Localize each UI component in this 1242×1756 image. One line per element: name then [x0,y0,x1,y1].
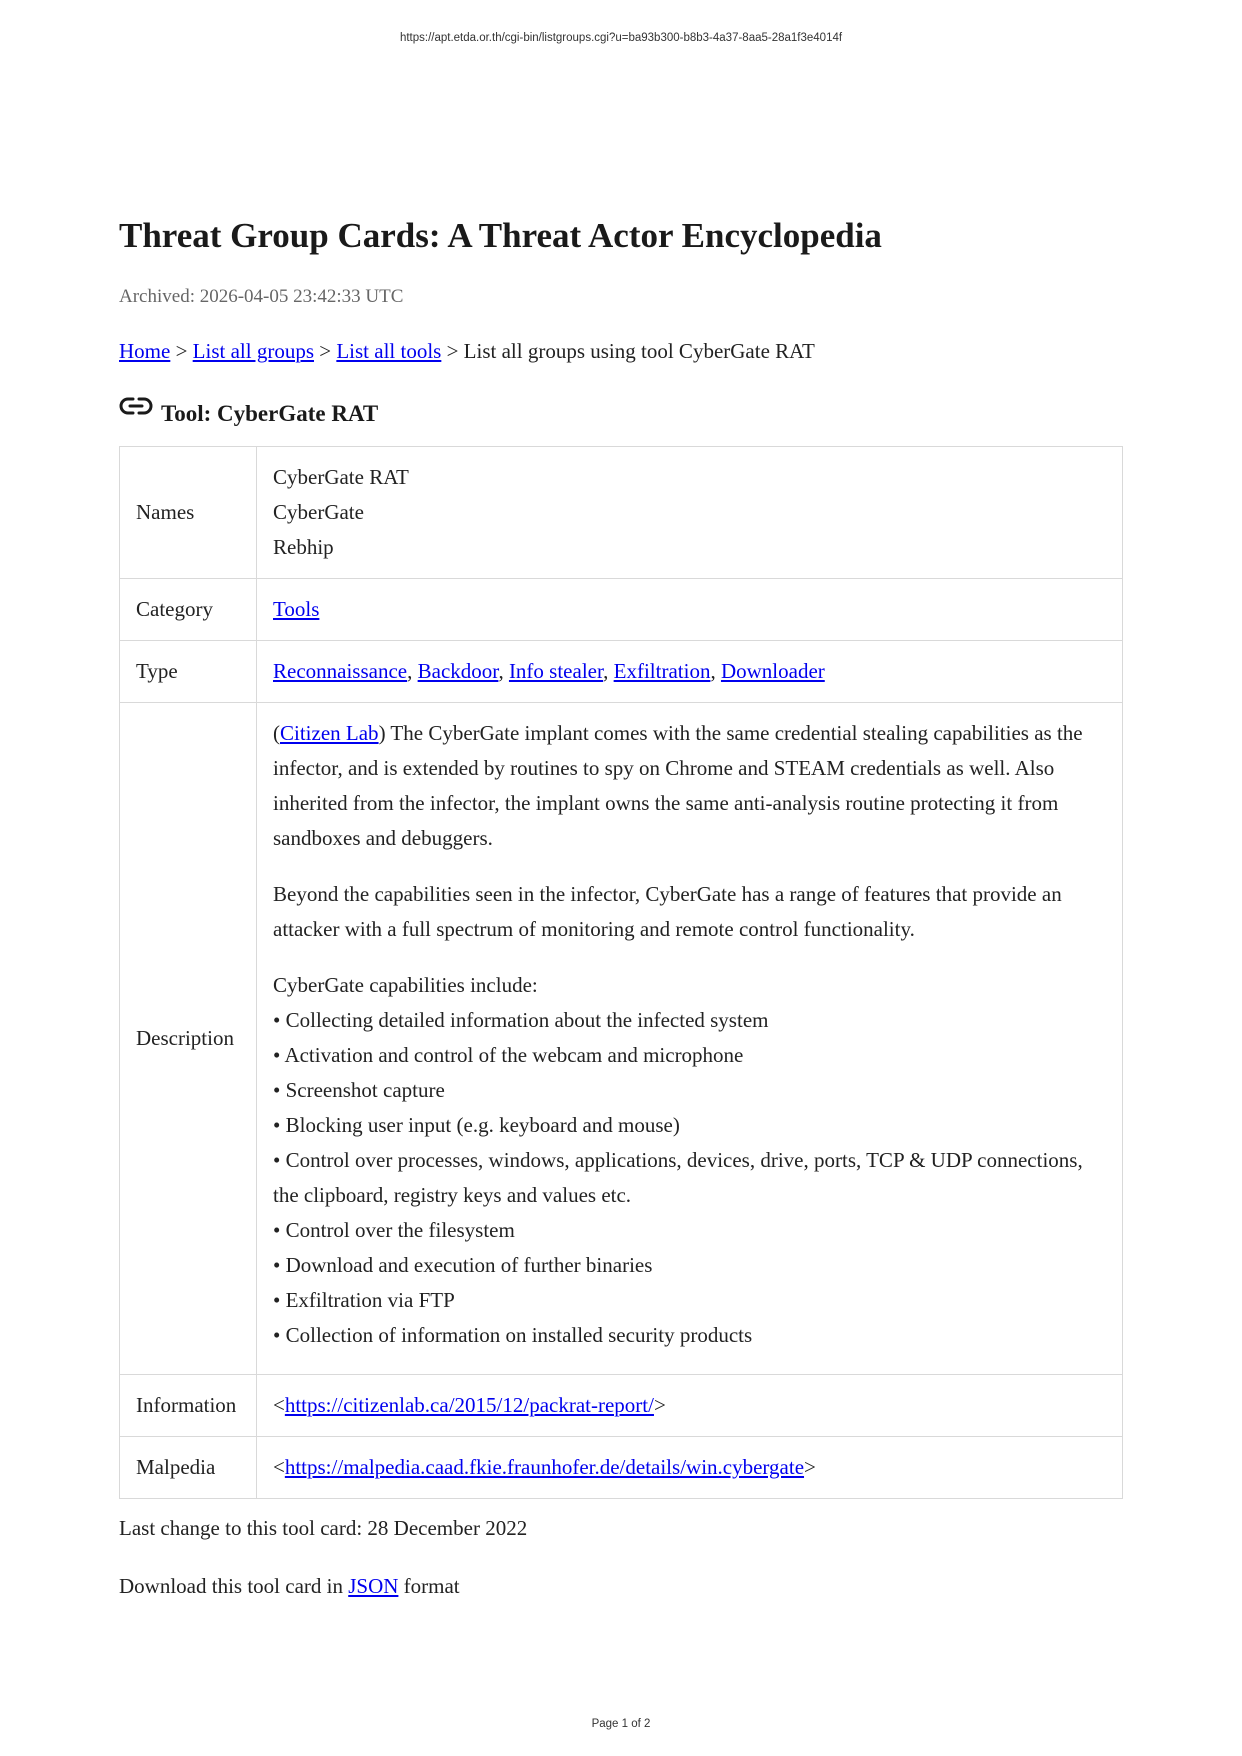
table-row-information [120,1375,1123,1437]
names-value [257,447,1123,579]
link-icon [119,394,153,418]
table-row-type [120,641,1123,703]
download-prefix: Download this tool card in [119,1574,349,1598]
name-item: CyberGate RAT [273,465,409,489]
citizen-lab-link[interactable]: Citizen Lab [280,721,379,745]
list-item: • Collection of information on installed security products [273,1323,753,1347]
list-item: • Download and execution of further binaries [273,1253,653,1277]
type-separator: , [710,659,721,683]
type-label: Type [120,641,257,703]
list-item: • Exfiltration via FTP [273,1288,455,1312]
description-text: ) The CyberGate implant comes with the same credential stealing capabilities as the infector, and is extended by routines to spy on Chrome and STEAM credentials as well. Also inherited from the infector, the implant owns the same anti-analysis routine protecting it from sandboxes and debuggers. [273,721,1083,850]
name-item: CyberGate [273,500,364,524]
list-item: • Control over processes, windows, applications, devices, drive, ports, TCP & UDP connections, the clipboard, registry keys and values etc. [273,1148,1083,1207]
type-separator: , [407,659,418,683]
breadcrumb-list-tools-link[interactable]: List all tools [336,339,442,363]
type-link-backdoor[interactable]: Backdoor [417,659,499,683]
malpedia-label: Malpedia [120,1437,257,1499]
list-item: • Blocking user input (e.g. keyboard and mouse) [273,1113,680,1137]
category-value [257,579,1123,641]
breadcrumb-list-groups-link[interactable]: List all groups [192,339,314,363]
capabilities-list [273,968,1106,1353]
breadcrumb [119,336,1123,366]
tool-card-table [119,446,1123,1499]
main-content [119,210,1123,1604]
angle-open: < [273,1455,285,1479]
last-change-text: Last change to this tool card: 28 December 2022 [119,1516,528,1540]
print-header-url: https://apt.etda.or.th/cgi-bin/listgroups.cgi?u=ba93b300-b8b3-4a37-8aa5-28a1f3e4014f [399,32,843,44]
breadcrumb-separator: > [170,339,193,363]
description-paragraph: Beyond the capabilities seen in the infector, CyberGate has a range of features that provide an attacker with a full spectrum of monitoring and remote control functionality. [273,882,1062,941]
malpedia-link[interactable]: https://malpedia.caad.fkie.fraunhofer.de/details/win.cybergate [284,1455,805,1479]
list-item: • Activation and control of the webcam and microphone [273,1043,744,1067]
breadcrumb-separator: > [314,339,337,363]
breadcrumb-home-link[interactable]: Home [119,339,171,363]
type-separator: , [498,659,509,683]
name-item: Rebhip [273,535,334,559]
type-link-exfiltration[interactable]: Exfiltration [613,659,711,683]
information-value [257,1375,1123,1437]
information-label: Information [120,1375,257,1437]
page-number: Page 1 of 2 [591,1718,651,1730]
type-link-info-stealer[interactable]: Info stealer [508,659,604,683]
table-row-description [120,703,1123,1375]
archived-timestamp: Archived: 2026-04-05 23:42:33 UTC [119,286,404,307]
type-link-reconnaissance[interactable]: Reconnaissance [273,659,408,683]
tool-heading [119,396,1123,432]
download-line [119,1569,1123,1604]
table-row-category [120,579,1123,641]
names-label: Names [120,447,257,579]
json-download-link[interactable]: JSON [348,1574,399,1598]
list-item: • Collecting detailed information about the infected system [273,1008,769,1032]
angle-close: > [804,1455,816,1479]
type-separator: , [603,659,614,683]
download-suffix: format [398,1574,460,1598]
category-tools-link[interactable]: Tools [273,597,320,621]
description-label: Description [120,703,257,1375]
category-label: Category [120,579,257,641]
description-paragraph [273,716,1106,856]
information-link[interactable]: https://citizenlab.ca/2015/12/packrat-report/ [284,1393,654,1417]
list-item: • Control over the filesystem [273,1218,515,1242]
type-value [257,641,1123,703]
table-row-malpedia [120,1437,1123,1499]
paren-open: ( [273,721,280,745]
description-value [257,703,1123,1375]
capabilities-intro: CyberGate capabilities include: [273,973,538,997]
page-title: Threat Group Cards: A Threat Actor Encyclopedia [119,216,882,255]
angle-close: > [653,1393,666,1417]
table-row-names [120,447,1123,579]
type-link-downloader[interactable]: Downloader [720,659,825,683]
angle-open: < [273,1393,285,1417]
malpedia-value [257,1437,1123,1499]
tool-heading-text: Tool: CyberGate RAT [161,401,379,426]
list-item: • Screenshot capture [273,1078,445,1102]
breadcrumb-current: > List all groups using tool CyberGate RAT [441,339,815,363]
